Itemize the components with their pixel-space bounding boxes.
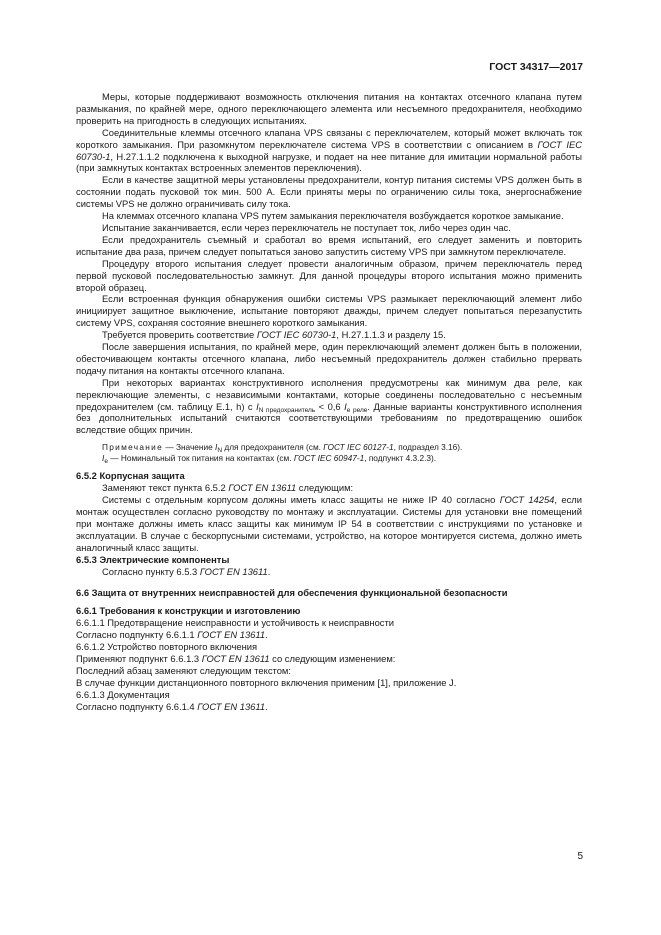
section-heading: 6.5.3 Электрические компоненты <box>76 553 230 565</box>
note: $I_e$ — Номинальный ток питания на контактах (см. ГОСТ IEC 60947-1, подпункт 4.3.2.3). <box>102 453 437 466</box>
paragraph: Процедуру второго испытания следует провести аналогичным образом, причем переключатель перед первой пусковой последовательностью замкнут. Для данной процедуры второго испытания можно применить второй образец. <box>76 257 582 293</box>
note: Примечание — Значение $I_N$ для предохранителя (см. ГОСТ IEC 60127-1, подраздел 3.16). <box>102 442 463 455</box>
standard-reference: ГОСТ IEC 60730-1 <box>76 138 582 162</box>
section-heading: 6.5.2 Корпусная защита <box>76 470 185 482</box>
paragraph: Последний абзац заменяют следующим текстом: <box>76 664 291 676</box>
paragraph: Если в качестве защитной меры установлены предохранители, контур питания системы VPS должен быть в состоянии подать пусковой ток мин. 500 А. Если приняты меры по ограничению силы тока, энергоснабжение системы VPS не должно ограничивать силу тока. <box>76 174 582 210</box>
standard-reference: ГОСТ 14254 <box>499 494 555 506</box>
section-heading: 6.6 Защита от внутренних неисправностей для обеспечения функциональной безопасности <box>76 587 508 599</box>
section-heading: 6.6.1 Требования к конструкции и изготовлению <box>76 605 301 617</box>
paragraph: Меры, которые поддерживают возможность отключения питания на контактах отсечного клапана путем размыкания, по крайней мере, одного переключающего элемента или несъемного предохранителя, необходимо проверить на пригодность в следующих испытаниях. <box>76 91 582 126</box>
paragraph: После завершения испытания, по крайней мере, один переключающий элемент должен быть в положении, обесточивающем контакты отсечного клапана, либо несъемный предохранитель должен стабильно прервать подачу питания на контакты отсечного клапана. <box>76 341 582 376</box>
paragraph: Если предохранитель съемный и сработал во время испытаний, его следует заменить и повторить испытание два раза, причем следует попытаться заново запустить систему VPS при замкнутом переключателе. <box>76 233 582 257</box>
paragraph: Заменяют текст пункта 6.5.2 ГОСТ EN 13611 следующим: <box>102 482 354 494</box>
subclause-heading: 6.6.1.3 Документация <box>76 688 170 700</box>
paragraph: Согласно подпункту 6.6.1.1 ГОСТ EN 13611. <box>76 629 268 641</box>
subclause-heading: 6.6.1.1 Предотвращение неисправности и устойчивость к неисправности <box>76 617 395 629</box>
standard-reference: ГОСТ IEC 60730-1 <box>256 329 337 341</box>
page-body <box>76 91 582 713</box>
standard-reference: ГОСТ EN 13611 <box>201 652 270 664</box>
paragraph: В случае функции дистанционного повторного включения применим [1], приложение J. <box>76 676 457 688</box>
standard-reference: ГОСТ EN 13611 <box>197 629 266 641</box>
document-header: ГОСТ 34317—2017 <box>489 61 583 73</box>
standard-reference: ГОСТ EN 13611 <box>228 482 297 494</box>
subclause-heading: 6.6.1.2 Устройство повторного включения <box>76 641 258 653</box>
paragraph: Если встроенная функция обнаружения ошибки системы VPS размыкает переключающий элемент либо инициирует защитное выключение, испытание повторяют дважды, причем следует попытаться перезапустить систему VPS, сохраняя состояние внешнего короткого замыкания. <box>76 293 582 329</box>
page-number: 5 <box>577 851 583 862</box>
standard-reference: ГОСТ IEC 60127-1 <box>323 442 394 453</box>
standard-reference: ГОСТ EN 13611 <box>197 700 266 712</box>
paragraph: Системы с отдельным корпусом должны иметь класс защиты не ниже IP 40 согласно ГОСТ 14254, если монтаж осуществлен согласно руководству по монтажу и эксплуатации. Системы для установки вне помещений при монтаже должны иметь класс защиты как минимум IP 54 в соответствии с инструкциями по установке и эксплуатации. В случае с бескорпусными системами, устройство, на которое монтируется система, должно иметь аналогичный класс защиты. <box>76 494 582 553</box>
paragraph: Требуется проверить соответствие ГОСТ IEC 60730-1, H.27.1.1.3 и разделу 15. <box>102 329 446 341</box>
paragraph: Применяют подпункт 6.6.1.3 ГОСТ EN 13611 со следующим изменением: <box>76 652 396 664</box>
paragraph: Соединительные клеммы отсечного клапана VPS связаны с переключателем, который может включать ток короткого замыкания. При разомкнутом переключателе система VPS в соответствии с описанием в ГОСТ IEC 60730-1, H.27.1.1.2 подключена к выходной нагрузке, и подает на нее питание для имитации нормальной работы (при замкнутых контактах встроенных элементов переключения). <box>76 126 582 174</box>
paragraph: При некоторых вариантах конструктивного исполнения предусмотрены как минимум два реле, как переключающие элементы, с независимыми контактами, которые соединены последовательно с несъемным предохранителем (см. таблицу E.1, h) с $I_{N предохранитель} < 0,6$ $I_{e реле}$. Данные варианты конструктивного исполнения без дополнительных испытаний считаются соответствующими требованиям по предотвращению ошибок вследствие общих причин. <box>76 376 582 436</box>
paragraph: На клеммах отсечного клапана VPS путем замыкания переключателя возбуждается короткое замыкание. <box>102 210 564 222</box>
paragraph: Испытание заканчивается, если через переключатель не поступает ток, либо через один час. <box>102 221 511 233</box>
paragraph: Согласно подпункту 6.6.1.4 ГОСТ EN 13611. <box>76 700 268 712</box>
standard-reference: ГОСТ IEC 60947-1 <box>293 453 365 464</box>
standard-reference: ГОСТ EN 13611 <box>199 565 268 577</box>
paragraph: Согласно пункту 6.5.3 ГОСТ EN 13611. <box>102 565 271 577</box>
note-label: Примечание <box>102 442 164 453</box>
